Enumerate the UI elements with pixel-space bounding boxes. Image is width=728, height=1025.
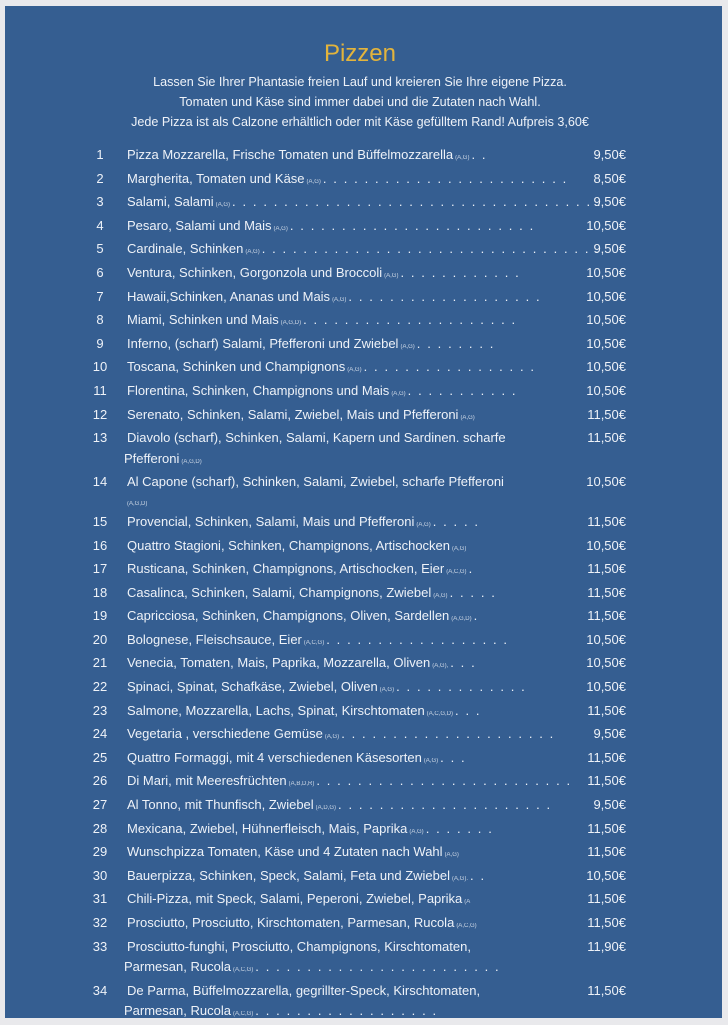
item-description: [127, 239, 722, 263]
allergen-codes: (A,G): [324, 734, 340, 741]
item-number: 28: [92, 820, 108, 836]
item-description: [127, 145, 722, 169]
item-price: 11,50€: [587, 844, 626, 860]
allergen-codes: (A,G): [379, 687, 395, 694]
dot-leader: . . . . . . . . . . .: [407, 382, 518, 398]
item-price: 11,50€: [587, 702, 626, 718]
item-price: 10,50€: [586, 312, 626, 328]
dot-leader: . . . . . . . . . . . . . . . . . . . . .: [338, 797, 552, 813]
item-number: 14: [92, 474, 108, 490]
list-item: [5, 842, 722, 866]
list-item: [5, 169, 722, 193]
item-text: Salmone, Mozzarella, Lachs, Spinat, Kirschtomaten: [127, 702, 425, 718]
list-item: [5, 192, 722, 216]
item-text: Vegetaria , verschiedene Gemüse: [127, 726, 323, 742]
dot-leader: . . . . . . . . . . . . . . . . . . . . . . . .: [289, 217, 535, 233]
item-description: [127, 653, 722, 677]
item-price: 10,50€: [586, 335, 626, 351]
item-description: [127, 701, 722, 725]
item-text: Margherita, Tomaten und Käse: [127, 170, 305, 186]
allergen-codes: (A,G): [400, 343, 415, 350]
list-item: [5, 866, 722, 890]
item-text: Quattro Stagioni, Schinken, Champignons, Artischocken: [127, 537, 451, 553]
allergen-codes: (A,G): [409, 828, 424, 835]
allergen-codes: (A,G).: [452, 875, 469, 882]
allergen-codes: (A,G): [384, 272, 399, 279]
dot-leader: . . . . .: [432, 513, 480, 529]
item-text: Pfefferoni: [124, 450, 180, 466]
list-item: [5, 405, 722, 429]
allergen-codes: (A,G): [460, 414, 475, 421]
list-item: [5, 536, 722, 560]
list-item: [5, 748, 722, 772]
item-description: [127, 748, 722, 772]
item-text: Parmesan, Rucola: [124, 959, 231, 975]
item-price: 10,50€: [586, 264, 626, 280]
list-item: [5, 357, 722, 381]
list-item: [5, 981, 722, 1025]
item-text: Salami, Salami: [127, 194, 214, 210]
allergen-codes: (A: [464, 899, 471, 906]
item-description: [127, 866, 722, 890]
item-description: [124, 1001, 722, 1025]
list-item: [5, 239, 722, 263]
item-description: [127, 381, 722, 405]
allergen-codes: (A,G): [245, 249, 260, 256]
list-item: [5, 472, 722, 512]
item-price: 10,50€: [586, 474, 626, 490]
item-description: [127, 724, 722, 748]
item-description: [127, 512, 722, 536]
list-item: [5, 819, 722, 843]
item-number: 23: [92, 702, 108, 718]
allergen-codes: (A,G): [416, 521, 431, 528]
allergen-codes: (A,G,D): [181, 458, 202, 465]
allergen-codes: (A,G): [444, 852, 459, 859]
allergen-codes: (A,G): [347, 367, 362, 374]
item-number: 29: [92, 844, 108, 860]
list-item: [5, 724, 722, 748]
allergen-codes: (A,C,G,D): [426, 710, 454, 717]
item-description: [127, 677, 722, 701]
item-text: Al Capone (scharf), Schinken, Salami, Zwiebel, scharfe Pfefferoni: [127, 474, 504, 490]
item-price: 9,50€: [593, 147, 626, 162]
item-text: Bauerpizza, Schinken, Speck, Salami, Feta und Zwiebel: [127, 867, 451, 883]
item-description: [127, 842, 722, 866]
dot-leader: . . .: [455, 702, 482, 718]
item-price: 8,50€: [593, 170, 626, 186]
item-price: 11,50€: [587, 773, 626, 789]
item-description: [127, 795, 722, 819]
item-number: 33: [92, 938, 108, 954]
item-number: 34: [92, 982, 108, 998]
item-number: 10: [92, 359, 108, 375]
dot-leader: . . . . . . . . . . . . . . . . .: [363, 359, 536, 375]
allergen-codes: (A,G): [306, 178, 321, 185]
allergen-codes: (A,B,D,R): [288, 781, 315, 788]
allergen-line: [127, 493, 722, 512]
allergen-codes: (A,C,G): [232, 1011, 254, 1018]
item-text: Hawaii,Schinken, Ananas und Mais: [127, 288, 331, 304]
item-number: 5: [96, 241, 104, 257]
item-text: Casalinca, Schinken, Salami, Champignons, Zwiebel: [127, 584, 432, 600]
dot-leader: . . . . . . . . . . . . . . . . . . . . .: [303, 312, 517, 328]
item-text: Ventura, Schinken, Gorgonzola und Broccoli: [127, 264, 383, 280]
item-description: [127, 169, 722, 193]
item-text: Toscana, Schinken und Champignons: [127, 359, 346, 375]
dot-leader: . . . . . . . . . . . . .: [396, 679, 527, 695]
item-price: 10,50€: [586, 679, 626, 695]
item-price: 11,90€: [587, 938, 626, 954]
dot-leader: . . . . . . . . . . . . . . . . . . . . . . . . .: [316, 773, 572, 789]
item-number: 16: [92, 537, 108, 553]
dot-leader: . . . . . . . . . . . . . . . . . . . . . . . .: [322, 170, 568, 186]
page-title: Pizzen: [323, 40, 397, 67]
item-price: 11,50€: [587, 982, 626, 998]
list-item: [5, 381, 722, 405]
item-description: [127, 937, 722, 958]
item-price: 10,50€: [586, 288, 626, 304]
item-text: Capricciosa, Schinken, Champignons, Oliven, Sardellen: [127, 608, 450, 624]
item-number: 30: [92, 867, 108, 883]
item-description: [127, 583, 722, 607]
list-item: [5, 310, 722, 334]
item-text: Prosciutto, Prosciutto, Kirschtomaten, Parmesan, Rucola: [127, 915, 455, 930]
item-description: [124, 449, 722, 473]
item-number: 18: [92, 584, 108, 600]
item-description: [127, 216, 722, 240]
item-number: 8: [96, 312, 104, 328]
item-number: 7: [96, 288, 104, 304]
dot-leader: . . . . . . . . . . . . . . . . . . . . . . . . . . . . . . . . . . . .: [232, 194, 603, 210]
item-text: Di Mari, mit Meeresfrüchten: [127, 773, 287, 789]
item-text: Prosciutto-funghi, Prosciutto, Champignons, Kirschtomaten,: [127, 938, 471, 954]
item-price: 10,50€: [586, 217, 626, 233]
intro-text: [5, 72, 715, 132]
dot-leader: . . . . . . . . . . . .: [400, 264, 521, 280]
item-text: Rusticana, Schinken, Champignons, Artischocken, Eier: [127, 561, 445, 577]
item-number: 17: [92, 561, 108, 577]
item-description: [127, 472, 722, 493]
allergen-codes: (A,G,D): [451, 616, 472, 623]
allergen-codes: (A,G): [332, 296, 347, 303]
item-price: 9,50€: [593, 194, 626, 210]
item-description: [127, 405, 722, 429]
item-price: 11,50€: [587, 915, 626, 930]
item-price: 11,50€: [587, 891, 626, 907]
dot-leader: . .: [470, 867, 486, 883]
item-text: Provencial, Schinken, Salami, Mais und Pfefferoni: [127, 513, 415, 529]
item-number: 21: [92, 655, 108, 671]
dot-leader: . . .: [450, 655, 477, 671]
item-number: 1: [96, 147, 104, 162]
list-item: [5, 937, 722, 981]
item-price: 10,50€: [586, 655, 626, 671]
dot-leader: . . . . . . . .: [416, 335, 495, 351]
item-text: Serenato, Schinken, Salami, Zwiebel, Mais und Pfefferoni: [127, 406, 459, 422]
item-number: 4: [96, 217, 104, 233]
item-number: 2: [96, 170, 104, 186]
item-text: Wunschpizza Tomaten, Käse und 4 Zutaten nach Wahl: [127, 844, 443, 860]
allergen-codes: (A,C,G): [446, 569, 467, 576]
list-item: [5, 334, 722, 358]
allergen-codes: (A,G): [433, 592, 448, 599]
item-text: Parmesan, Rucola: [124, 1003, 231, 1019]
item-number: 24: [92, 726, 108, 742]
dot-leader: . . . . .: [449, 584, 497, 600]
item-price: 11,50€: [587, 820, 626, 836]
allergen-codes: (A,G): [423, 757, 439, 764]
item-number: 9: [96, 335, 104, 351]
list-item: [5, 677, 722, 701]
intro-line: Jede Pizza ist als Calzone erhältlich oder mit Käse gefülltem Rand! Aufpreis 3,60€: [131, 115, 589, 129]
item-description: [127, 192, 722, 216]
list-item: [5, 913, 722, 937]
item-number: 13: [92, 430, 108, 446]
allergen-codes: (A,G): [452, 545, 467, 552]
item-price: 10,50€: [586, 537, 626, 553]
item-description: [127, 357, 722, 381]
item-text: Bolognese, Fleischsauce, Eier: [127, 631, 302, 647]
item-number: 22: [92, 679, 108, 695]
item-description: [127, 428, 722, 449]
item-number: 32: [92, 915, 108, 930]
pizza-list: [5, 145, 722, 1025]
item-price: 11,50€: [587, 513, 626, 529]
item-text: Quattro Formaggi, mit 4 verschiedenen Käsesorten: [127, 749, 422, 765]
item-price: 11,50€: [587, 430, 626, 446]
item-description: [127, 334, 722, 358]
allergen-codes: (A,G): [455, 155, 470, 161]
item-description: [124, 957, 722, 981]
item-description: [127, 606, 722, 630]
dot-leader: . . . . . . . . . . . . . . . . . . . . . . . . . . . . . . . . .: [261, 241, 601, 257]
allergen-codes: (A,G),: [432, 663, 449, 670]
dot-leader: .: [473, 608, 479, 624]
list-item: [5, 701, 722, 725]
item-description: [127, 981, 722, 1002]
item-text: Diavolo (scharf), Schinken, Salami, Kapern und Sardinen. scharfe: [127, 430, 506, 446]
dot-leader: . . . . . . . . . . . . . . . . . . . . . . . .: [255, 959, 501, 975]
list-item: [5, 512, 722, 536]
item-text: Miami, Schinken und Mais: [127, 312, 279, 328]
menu-page: [5, 6, 722, 1018]
item-text: Al Tonno, mit Thunfisch, Zwiebel: [127, 797, 314, 813]
dot-leader: . . . . . . . . . . . . . . . . . .: [255, 1003, 438, 1019]
item-price: 9,50€: [593, 797, 626, 813]
item-description: [127, 771, 722, 795]
item-price: 11,50€: [587, 406, 626, 422]
dot-leader: .: [468, 561, 474, 577]
list-item: [5, 287, 722, 311]
item-price: 9,50€: [593, 726, 626, 742]
intro-line: Lassen Sie Ihrer Phantasie freien Lauf und kreieren Sie Ihre eigene Pizza.: [153, 75, 567, 89]
dot-leader: . .: [471, 147, 488, 162]
item-price: 11,50€: [587, 608, 626, 624]
list-item: [5, 795, 722, 819]
item-description: [127, 536, 722, 560]
allergen-codes: (A,C,G): [232, 967, 254, 974]
allergen-codes: (A,C,G): [303, 639, 325, 646]
list-item: [5, 145, 722, 169]
allergen-codes: (A,G): [215, 202, 231, 209]
list-item: [5, 630, 722, 654]
allergen-codes: (A,G,D): [280, 320, 302, 327]
item-number: 25: [92, 749, 108, 765]
dot-leader: . . . . . . . . . . . . . . . . . .: [326, 631, 509, 647]
item-number: 6: [96, 264, 104, 280]
list-item: [5, 263, 722, 287]
item-price: 11,50€: [587, 584, 626, 600]
item-description: [127, 559, 722, 583]
item-number: 27: [92, 797, 108, 813]
item-text: Florentina, Schinken, Champignons und Mais: [127, 382, 390, 398]
list-item: [5, 216, 722, 240]
list-item: [5, 889, 722, 913]
item-description: [127, 287, 722, 311]
item-number: 19: [92, 608, 108, 624]
item-description: [127, 889, 722, 913]
list-item: [5, 653, 722, 677]
item-number: 20: [92, 631, 108, 647]
item-price: 10,50€: [586, 359, 626, 375]
list-item: [5, 771, 722, 795]
item-text: Pizza Mozzarella, Frische Tomaten und Büffelmozzarella: [127, 147, 454, 162]
item-description: [127, 819, 722, 843]
list-item: [5, 428, 722, 472]
dot-leader: . . .: [440, 749, 467, 765]
item-description: [127, 913, 722, 937]
item-price: 11,50€: [587, 749, 626, 765]
item-text: Chili-Pizza, mit Speck, Salami, Peperoni, Zwiebel, Paprika: [127, 891, 463, 907]
item-price: 10,50€: [586, 382, 626, 398]
item-description: [127, 263, 722, 287]
dot-leader: . . . . . . . . . . . . . . . . . . . . .: [341, 726, 555, 742]
item-text: Inferno, (scharf) Salami, Pfefferoni und Zwiebel: [127, 335, 399, 351]
item-text: Venecia, Tomaten, Mais, Paprika, Mozzarella, Oliven: [127, 655, 431, 671]
item-number: 3: [96, 194, 104, 210]
item-number: 11: [93, 382, 107, 398]
item-price: 10,50€: [586, 867, 626, 883]
list-item: [5, 559, 722, 583]
item-number: 26: [92, 773, 108, 789]
item-number: 12: [92, 406, 108, 422]
allergen-codes: (A,G): [273, 225, 288, 232]
item-text: Spinaci, Spinat, Schafkäse, Zwiebel, Oliven: [127, 679, 378, 695]
item-description: [127, 310, 722, 334]
item-price: 9,50€: [593, 241, 626, 257]
allergen-codes: (A,C,G): [456, 923, 477, 929]
intro-line: Tomaten und Käse sind immer dabei und die Zutaten nach Wahl.: [179, 95, 541, 109]
list-item: [5, 606, 722, 630]
item-price: 11,50€: [587, 561, 626, 577]
allergen-codes: (A,D,G): [315, 805, 337, 812]
item-number: 15: [92, 513, 108, 529]
dot-leader: . . . . . . . . . . . . . . . . . . .: [348, 288, 542, 304]
item-price: 10,50€: [586, 631, 626, 647]
item-description: [127, 630, 722, 654]
item-text: Pesaro, Salami und Mais: [127, 217, 272, 233]
list-item: [5, 583, 722, 607]
item-text: Cardinale, Schinken: [127, 241, 244, 257]
item-text: Mexicana, Zwiebel, Hühnerfleisch, Mais, Paprika: [127, 820, 408, 836]
item-text: De Parma, Büffelmozzarella, gegrillter-Speck, Kirschtomaten,: [127, 982, 481, 998]
allergen-codes: (A,G,D): [127, 500, 148, 507]
item-number: 31: [92, 891, 108, 907]
dot-leader: . . . . . . .: [425, 820, 494, 836]
allergen-codes: (A,G): [391, 390, 406, 397]
